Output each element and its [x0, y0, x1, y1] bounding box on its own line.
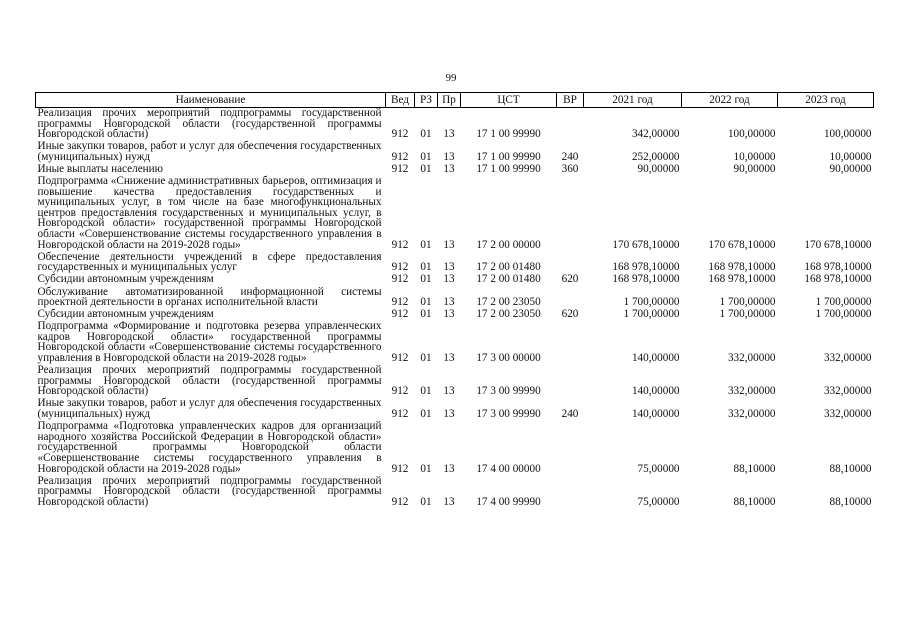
cell-2023: 332,00000: [823, 385, 872, 398]
cell-2021: 170 678,10000: [612, 238, 680, 251]
cell-2023: 90,00000: [829, 162, 872, 175]
cell-ved: 912: [391, 128, 409, 141]
cell-2023: 10,00000: [829, 150, 872, 163]
cell-cst: 17 1 00 99990: [476, 162, 541, 175]
cell-vr: [557, 287, 584, 310]
cell-2023: 168 978,10000: [804, 261, 872, 274]
cell-ved: 912: [391, 150, 409, 163]
cell-cst: 17 3 00 00000: [476, 352, 541, 365]
cell-pr: 13: [443, 150, 455, 163]
cell-pr: 13: [443, 495, 455, 508]
cell-2022: 332,00000: [727, 408, 776, 421]
table-row: [36, 176, 874, 252]
cell-vr: 620: [561, 273, 579, 286]
cell-cst: 17 4 00 99990: [476, 495, 541, 508]
cell-rz: 01: [420, 273, 432, 286]
cell-rz: 01: [420, 495, 432, 508]
cell-rz: 01: [420, 162, 432, 175]
cell-2021: 168 978,10000: [612, 261, 680, 274]
cell-name: Субсидии автономным учреждениям: [37, 273, 214, 286]
cell-2022: 332,00000: [727, 352, 776, 365]
cell-name: Подпрограмма «Формирование и подготовка резерва управленческих кадров Новгородской области» государственной программы Новгородской области «Совершенствование системы государственного управления в Новгородской области на 2019-2028 годы»: [37, 320, 382, 365]
cell-ved: 912: [391, 352, 409, 365]
cell-pr: 13: [443, 162, 455, 175]
table-row: [36, 365, 874, 398]
cell-name: Реализация прочих мероприятий подпрограммы государственной программы Новгородской области (государственной программы Новгородской области): [37, 474, 382, 508]
cell-vr: [557, 176, 584, 252]
cell-rz: 01: [420, 408, 432, 421]
cell-2023: 170 678,10000: [804, 238, 872, 251]
cell-name: Подпрограмма «Подготовка управленческих кадров для организаций народного хозяйства Российской Федерации в Новгородской области» государственной программы Новгородской области «Совершенствование системы государственного управления в Новгородской области на 2019-2028 годы»: [37, 420, 382, 475]
cell-vr: [557, 108, 584, 142]
cell-ved: 912: [391, 495, 409, 508]
cell-vr: [557, 476, 584, 509]
cell-2023: 88,10000: [829, 495, 872, 508]
cell-vr: 620: [561, 308, 579, 321]
cell-cst: 17 2 00 23050: [476, 296, 541, 309]
cell-name: Обеспечение деятельности учреждений в сфере предоставления государственных и муниципальных услуг: [37, 250, 382, 274]
cell-vr: [557, 421, 584, 475]
cell-cst: 17 2 00 01480: [476, 261, 541, 274]
cell-pr: 13: [443, 462, 455, 475]
cell-vr: [557, 252, 584, 275]
cell-2021: 342,00000: [631, 128, 680, 141]
header-cst: ЦСТ: [461, 93, 557, 108]
cell-rz: 01: [420, 462, 432, 475]
cell-2022: 168 978,10000: [708, 261, 776, 274]
budget-table: [35, 92, 874, 509]
cell-vr: 360: [561, 162, 579, 175]
cell-ved: 912: [391, 408, 409, 421]
cell-rz: 01: [420, 238, 432, 251]
cell-2022: 168 978,10000: [708, 273, 776, 286]
cell-2023: 332,00000: [823, 408, 872, 421]
cell-2023: 100,00000: [823, 128, 872, 141]
cell-name: Реализация прочих мероприятий подпрограммы государственной программы Новгородской области (государственной программы Новгородской области): [37, 364, 382, 398]
cell-ved: 912: [391, 238, 409, 251]
table-row: [36, 421, 874, 475]
cell-2023: 88,10000: [829, 462, 872, 475]
cell-cst: 17 2 00 01480: [476, 273, 541, 286]
header-rz: РЗ: [415, 93, 438, 108]
table-header-row: [36, 93, 874, 108]
cell-vr: [557, 321, 584, 365]
cell-2022: 100,00000: [727, 128, 776, 141]
cell-pr: 13: [443, 273, 455, 286]
cell-rz: 01: [420, 308, 432, 321]
cell-cst: 17 2 00 00000: [476, 238, 541, 251]
cell-ved: 912: [391, 261, 409, 274]
table-row: [36, 476, 874, 509]
page-number: 99: [445, 72, 457, 84]
cell-pr: 13: [443, 128, 455, 141]
cell-name: Обслуживание автоматизированной информационной системы проектной деятельности в органах исполнительной власти: [37, 285, 382, 309]
cell-2021: 140,00000: [631, 408, 680, 421]
header-2023: 2023 год: [778, 93, 874, 108]
cell-2021: 140,00000: [631, 352, 680, 365]
cell-pr: 13: [443, 238, 455, 251]
table-row: [36, 141, 874, 164]
cell-pr: 13: [443, 308, 455, 321]
cell-pr: 13: [443, 408, 455, 421]
cell-2021: 1 700,00000: [623, 296, 680, 309]
cell-2022: 170 678,10000: [708, 238, 776, 251]
cell-2021: 90,00000: [637, 162, 680, 175]
cell-2022: 90,00000: [733, 162, 776, 175]
cell-2021: 75,00000: [637, 495, 680, 508]
header-2022: 2022 год: [682, 93, 778, 108]
cell-2022: 1 700,00000: [719, 296, 776, 309]
cell-name: Иные закупки товаров, работ и услуг для обеспечения государственных (муниципальных) нужд: [37, 140, 382, 163]
cell-2021: 75,00000: [637, 462, 680, 475]
cell-2022: 88,10000: [733, 495, 776, 508]
cell-2021: 252,00000: [631, 150, 680, 163]
cell-2022: 332,00000: [727, 385, 776, 398]
table-row: [36, 398, 874, 421]
cell-name: Реализация прочих мероприятий подпрограммы государственной программы Новгородской области (государственной программы Новгородской области): [37, 107, 382, 141]
cell-cst: 17 4 00 00000: [476, 462, 541, 475]
table-row: [36, 287, 874, 310]
cell-rz: 01: [420, 261, 432, 274]
cell-ved: 912: [391, 308, 409, 321]
cell-name: Иные закупки товаров, работ и услуг для обеспечения государственных (муниципальных) нужд: [37, 397, 382, 421]
cell-rz: 01: [420, 385, 432, 398]
cell-ved: 912: [391, 273, 409, 286]
cell-rz: 01: [420, 352, 432, 365]
cell-ved: 912: [391, 385, 409, 398]
table-row: [36, 108, 874, 142]
cell-cst: 17 1 00 99990: [476, 128, 541, 141]
cell-cst: 17 1 00 99990: [476, 150, 541, 163]
cell-2023: 1 700,00000: [815, 308, 872, 321]
header-name: Наименование: [36, 93, 386, 108]
cell-2021: 168 978,10000: [612, 273, 680, 286]
table-row: [36, 274, 874, 286]
cell-pr: 13: [443, 296, 455, 309]
cell-pr: 13: [443, 385, 455, 398]
cell-2022: 1 700,00000: [719, 308, 776, 321]
cell-cst: 17 3 00 99990: [476, 385, 541, 398]
cell-name: Субсидии автономным учреждениям: [37, 308, 214, 321]
cell-ved: 912: [391, 296, 409, 309]
cell-pr: 13: [443, 352, 455, 365]
table-body: [36, 108, 874, 509]
cell-cst: 17 3 00 99990: [476, 408, 541, 421]
header-pr: Пр: [438, 93, 461, 108]
table-row: [36, 321, 874, 365]
cell-2021: 140,00000: [631, 385, 680, 398]
cell-name: Иные выплаты населению: [37, 162, 163, 175]
cell-vr: [557, 365, 584, 398]
cell-ved: 912: [391, 162, 409, 175]
cell-rz: 01: [420, 128, 432, 141]
cell-vr: 240: [561, 150, 579, 163]
cell-ved: 912: [391, 462, 409, 475]
table-row: [36, 252, 874, 275]
cell-cst: 17 2 00 23050: [476, 308, 541, 321]
cell-rz: 01: [420, 296, 432, 309]
cell-2023: 332,00000: [823, 352, 872, 365]
cell-rz: 01: [420, 150, 432, 163]
cell-2021: 1 700,00000: [623, 308, 680, 321]
cell-vr: 240: [561, 408, 579, 421]
cell-2022: 88,10000: [733, 462, 776, 475]
header-vr: ВР: [557, 93, 584, 108]
header-2021: 2021 год: [584, 93, 682, 108]
cell-name: Подпрограмма «Снижение административных барьеров, оптимизация и повышение качества предоставления государственных и муниципальных услуг, в том числе на базе многофункциональных центров предоставления государственных и муниципальных услуг, в Новгородской области» государственной программы Новгородской области «Совершенствование системы государственного управления в Новгородской области на 2019-2028 годы»: [37, 175, 382, 251]
cell-2022: 10,00000: [733, 150, 776, 163]
cell-pr: 13: [443, 261, 455, 274]
cell-2023: 168 978,10000: [804, 273, 872, 286]
cell-2023: 1 700,00000: [815, 296, 872, 309]
header-ved: Вед: [386, 93, 415, 108]
